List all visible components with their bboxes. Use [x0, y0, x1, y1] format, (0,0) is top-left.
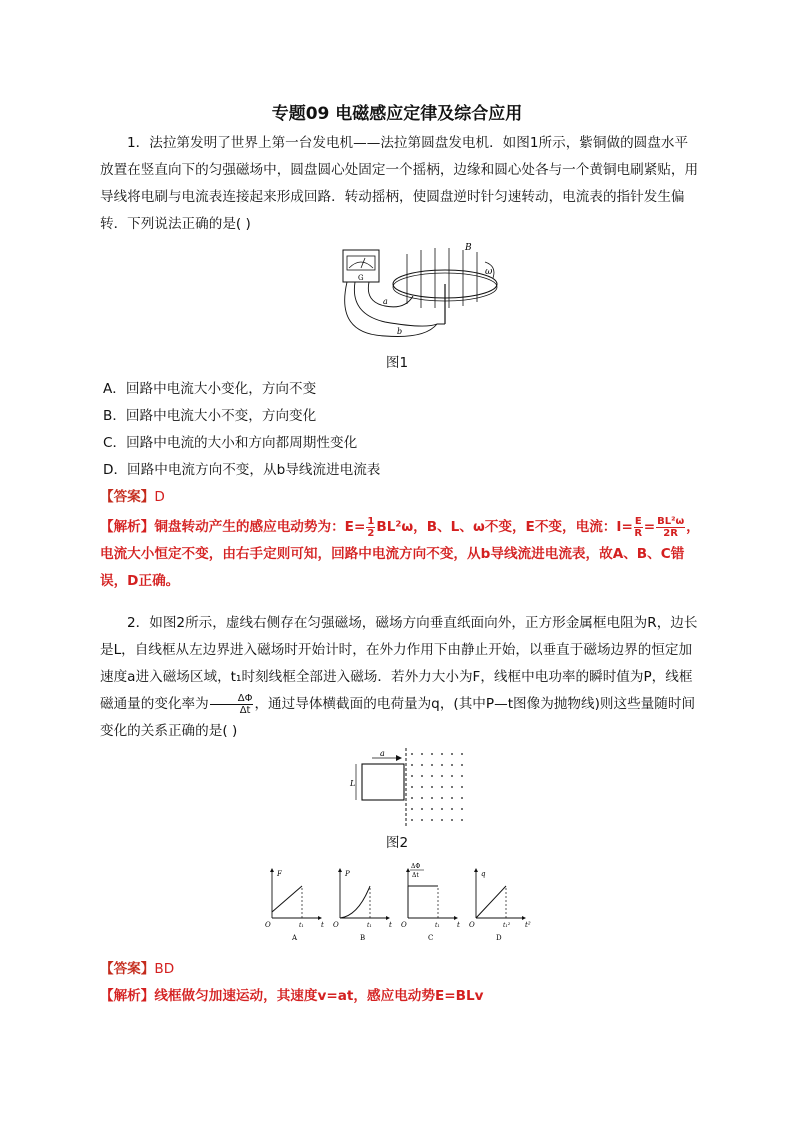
magnetic-field-dots — [411, 753, 463, 821]
field-dot — [411, 797, 413, 799]
y-arrow — [406, 868, 410, 872]
field-dot — [451, 819, 453, 821]
field-dot — [441, 775, 443, 777]
fraction-numerator: 1 — [367, 515, 375, 527]
x-label: t — [457, 921, 460, 929]
answer-tag: 【答案】 — [100, 489, 155, 505]
figure-1-disk-generator — [325, 244, 525, 354]
graph-option-label: B — [360, 934, 366, 942]
fraction-denominator: 2R — [663, 527, 678, 539]
field-dot — [441, 764, 443, 766]
field-dot — [421, 808, 423, 810]
graph-option-label: D — [496, 934, 502, 942]
x-label: t — [389, 921, 392, 929]
figure-2-frame-field — [350, 748, 470, 828]
field-dot — [421, 786, 423, 788]
q2-answer — [100, 957, 174, 977]
fraction-numerator: ΔΦ — [210, 693, 254, 705]
field-dot — [431, 797, 433, 799]
field-dot — [431, 819, 433, 821]
svg-text:L: L — [350, 779, 356, 788]
y-label-den: Δt — [412, 872, 419, 879]
fraction-numerator: E — [634, 515, 642, 527]
field-dot — [441, 819, 443, 821]
y-arrow — [338, 868, 342, 872]
graph-curve — [476, 886, 506, 918]
origin-label: O — [469, 921, 475, 929]
field-dot — [441, 808, 443, 810]
q2-analysis — [100, 984, 484, 1004]
figure-1-caption: 图1 — [385, 355, 409, 371]
graph-curve — [272, 886, 302, 912]
x-arrow — [522, 916, 526, 920]
field-dot — [421, 797, 423, 799]
field-dot — [411, 753, 413, 755]
fraction-denominator: 2 — [367, 527, 375, 539]
field-dot — [431, 808, 433, 810]
answer-value: D — [154, 489, 165, 505]
y-label: P — [345, 870, 350, 878]
analysis-tag: 【解析】 — [100, 519, 155, 535]
question-text: 2．如图2所示，虚线右侧存在匀强磁场，磁场方向垂直纸面向外，正方形金属框电阻为R，边长是L，自线框从左边界进入磁场时开始计时，在外力作用下由静止开始，以垂直于磁场边界的恒定加速度a进入磁场区域，t₁时刻线框全部进入磁场．若外力大小为F，线框中电功率的瞬时值为P，线框磁通量的变化率为 — [100, 615, 698, 712]
analysis-tag: 【解析】 — [100, 988, 155, 1004]
x-label: t² — [525, 921, 531, 929]
field-dot — [461, 775, 463, 777]
field-dot — [461, 797, 463, 799]
field-dot — [421, 819, 423, 821]
field-dot — [411, 786, 413, 788]
graph-b — [333, 868, 392, 942]
x-arrow — [318, 916, 322, 920]
q1-option-c: C．回路中电流的大小和方向都周期性变化 — [103, 435, 358, 451]
graph-a — [265, 868, 324, 942]
svg-text:G: G — [358, 274, 364, 282]
q1-option-a: A．回路中电流大小变化，方向不变 — [103, 381, 317, 397]
question-text: ，通过导体横截面的电荷量为q，(其中P—t图像为抛物线)则这些量随时间变化的关系正确的是( ) — [100, 696, 696, 739]
field-dot — [461, 753, 463, 755]
analysis-text: 铜盘转动产生的感应电动势为：E= — [154, 519, 366, 535]
x-arrow — [454, 916, 458, 920]
field-dot — [411, 819, 413, 821]
svg-text:b: b — [397, 327, 403, 336]
field-dot — [441, 753, 443, 755]
field-dot — [451, 753, 453, 755]
x-arrow — [386, 916, 390, 920]
graph-c — [401, 863, 460, 942]
analysis-text: = — [643, 519, 656, 535]
svg-text:B: B — [465, 243, 472, 253]
field-dot — [451, 808, 453, 810]
graph-curve — [340, 886, 370, 918]
field-dot — [421, 753, 423, 755]
y-label: F — [277, 870, 282, 878]
x-label: t — [321, 921, 324, 929]
graph-option-label: A — [292, 934, 298, 942]
svg-text:ω: ω — [485, 267, 493, 277]
svg-text:a: a — [383, 297, 388, 306]
field-dot — [451, 775, 453, 777]
field-dot — [421, 775, 423, 777]
galvanometer-icon — [343, 250, 379, 282]
fraction-numerator: BL²ω — [657, 515, 685, 527]
origin-label: O — [401, 921, 407, 929]
analysis-text: ，电流大小恒定不变，由右手定则可知，回路中电流方向不变，从b导线流进电流表，故A、B、C错误，D正确。 — [100, 519, 700, 589]
y-label-num: ΔΦ — [411, 863, 421, 870]
answer-value: BD — [154, 961, 175, 977]
field-dot — [431, 764, 433, 766]
t1-label: t₁² — [503, 922, 511, 929]
field-dot — [431, 753, 433, 755]
field-dot — [431, 786, 433, 788]
q1-option-d: D．回路中电流方向不变，从b导线流进电流表 — [103, 462, 381, 478]
field-dot — [421, 764, 423, 766]
field-dot — [461, 819, 463, 821]
y-arrow — [270, 868, 274, 872]
field-dot — [441, 797, 443, 799]
origin-label: O — [265, 921, 271, 929]
field-dot — [411, 775, 413, 777]
q1-option-b: B．回路中电流大小不变，方向变化 — [103, 408, 317, 424]
field-dot — [451, 786, 453, 788]
q1-answer — [100, 485, 165, 505]
analysis-text: 线框做匀加速运动，其速度v=at，感应电动势E=BLv — [154, 988, 484, 1004]
svg-text:a: a — [380, 749, 385, 758]
fraction-denominator: Δt — [239, 704, 251, 716]
field-dot — [461, 764, 463, 766]
answer-graphs — [262, 862, 532, 942]
origin-label: O — [333, 921, 339, 929]
q1-analysis — [100, 514, 700, 595]
analysis-text: BL²ω，B、L、ω不变，E不变，电流：I= — [376, 519, 633, 535]
y-arrow — [474, 868, 478, 872]
answer-tag: 【答案】 — [100, 961, 155, 977]
field-dot — [411, 764, 413, 766]
y-label: q — [481, 870, 486, 878]
page-title: 专题09 电磁感应定律及综合应用 — [271, 104, 523, 124]
field-dot — [461, 786, 463, 788]
field-dot — [431, 775, 433, 777]
field-dot — [411, 808, 413, 810]
field-dot — [451, 797, 453, 799]
question-1-text: 1．法拉第发明了世界上第一台发电机——法拉第圆盘发电机．如图1所示，紫铜做的圆盘水平放置在竖直向下的匀强磁场中，圆盘圆心处固定一个摇柄，边缘和圆心处各与一个黄铜电刷紧贴，用导线将电刷与电流表连接起来形成回路．转动摇柄，使圆盘逆时针匀速转动，电流表的指针发生偏转．下列说法正确的是( ) — [100, 135, 699, 232]
t1-label: t₁ — [367, 922, 372, 929]
t1-label: t₁ — [435, 922, 440, 929]
field-dot — [461, 808, 463, 810]
field-dot — [441, 786, 443, 788]
fraction-denominator: R — [634, 527, 643, 539]
question-2-text — [100, 610, 700, 745]
field-dot — [451, 764, 453, 766]
graph-d — [469, 868, 531, 942]
graph-option-label: C — [428, 934, 434, 942]
figure-2-caption: 图2 — [385, 835, 409, 851]
t1-label: t₁ — [299, 922, 304, 929]
